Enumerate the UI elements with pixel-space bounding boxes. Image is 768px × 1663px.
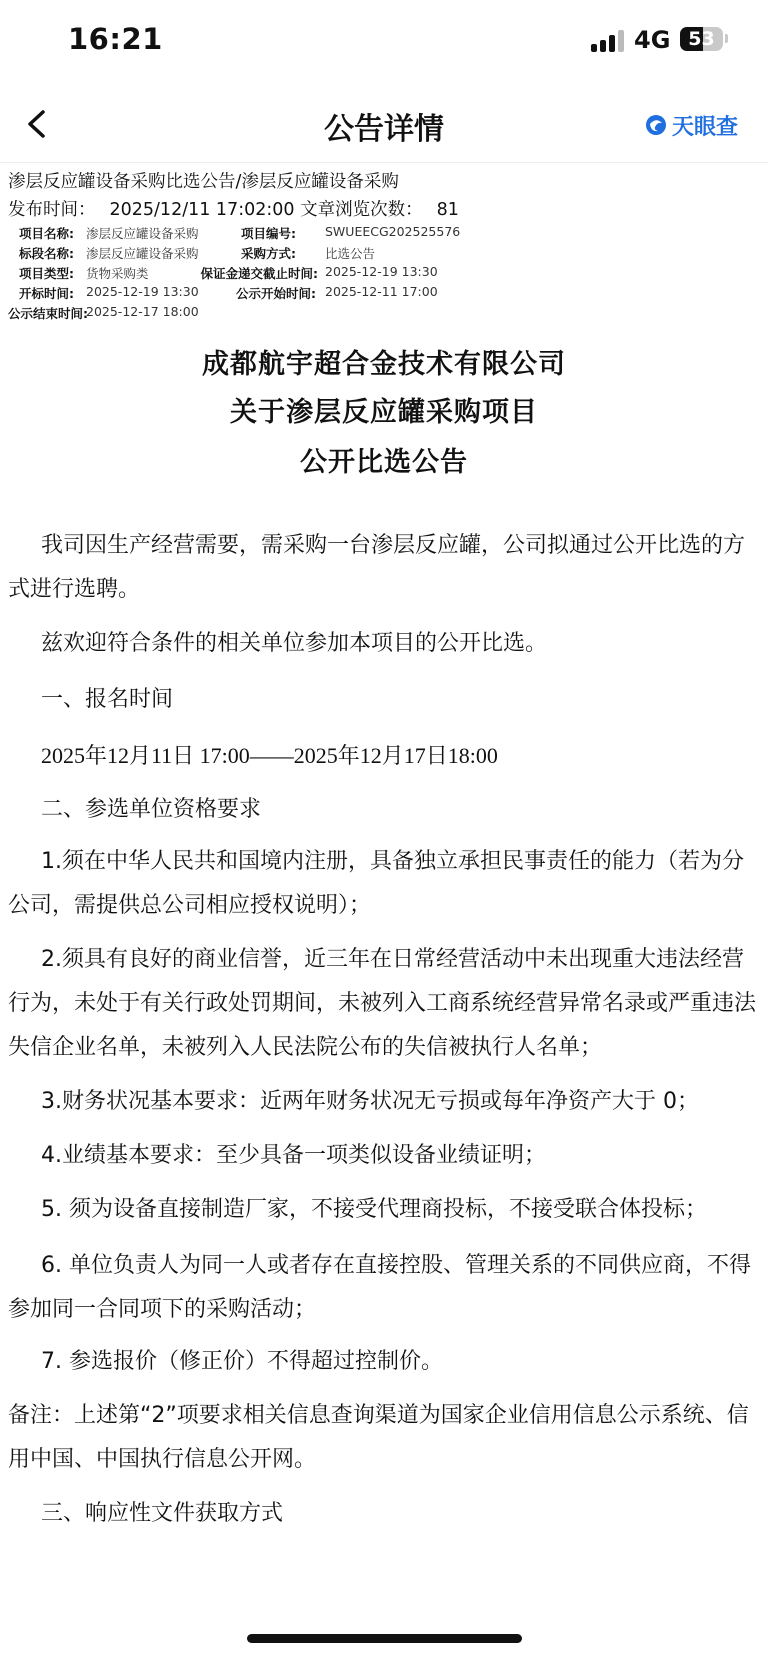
- tianyancha-logo-icon: [644, 113, 668, 137]
- info-value: 货物采购类: [86, 266, 149, 281]
- signal-icon: [591, 30, 625, 52]
- info-label: 公示开始时间:: [236, 286, 316, 301]
- battery-icon: [680, 27, 723, 51]
- requirement-item: 4.业绩基本要求：至少具备一项类似设备业绩证明；: [41, 1143, 546, 1168]
- info-label: 保证金递交截止时间:: [200, 266, 318, 281]
- info-label: 开标时间:: [19, 286, 74, 301]
- brand-name: 天眼查: [672, 114, 739, 140]
- info-label: 项目编号:: [241, 226, 296, 241]
- info-label: 项目名称:: [19, 226, 74, 241]
- info-value: 2025-12-19 13:30: [86, 284, 199, 299]
- info-label: 采购方式:: [241, 246, 296, 261]
- section-heading-qualification: 二、参选单位资格要求: [41, 797, 262, 822]
- views-label: 文章浏览次数：: [300, 200, 423, 220]
- document-heading-project: 关于渗层反应罐采购项目: [230, 397, 538, 428]
- requirement-item: 7. 参选报价（修正价）不得超过控制价。: [41, 1349, 443, 1374]
- requirement-item: 6. 单位负责人为同一人或者存在直接控股、管理关系的不同供应商，不得参加同一合同项下的采购活动；: [8, 1253, 751, 1322]
- info-value: 2025-12-17 18:00: [86, 304, 199, 319]
- info-value: SWUEECG202525576: [325, 224, 461, 239]
- article-meta: [8, 196, 459, 221]
- info-value: 比选公告: [325, 246, 376, 261]
- info-value: 2025-12-11 17:00: [325, 284, 438, 299]
- requirement-item: 2.须具有良好的商业信誉，近三年在日常经营活动中未出现重大违法经营行为，未处于有关行政处罚期间，未被列入工商系统经营异常名录或严重违法失信企业名单，未被列入人民法院公布的失信被执行人名单；: [8, 947, 757, 1060]
- battery-tip: [725, 34, 728, 43]
- paragraph-welcome: 兹欢迎符合条件的相关单位参加本项目的公开比选。: [41, 631, 548, 656]
- nav-bar: [0, 90, 768, 163]
- publish-label: 发布时间：: [8, 200, 96, 220]
- paragraph-intro: 我司因生产经营需要，需采购一台渗层反应罐，公司拟通过公开比选的方式进行选聘。: [8, 533, 746, 602]
- info-value: 2025-12-19 13:30: [325, 264, 438, 279]
- views-count: 81: [436, 200, 459, 220]
- requirement-item: 1.须在中华人民共和国境内注册，具备独立承担民事责任的能力（若为分公司，需提供总公司相应授权说明）；: [8, 849, 744, 918]
- info-label: 公示结束时间:: [8, 306, 88, 321]
- paragraph-note: 备注：上述第“2”项要求相关信息查询渠道为国家企业信用信息公示系统、信用中国、中国执行信息公开网。: [8, 1403, 749, 1472]
- info-value: 渗层反应罐设备采购: [86, 226, 199, 241]
- battery-level: 53: [688, 28, 715, 50]
- brand-logo[interactable]: [644, 110, 738, 140]
- section-heading-registration: 一、报名时间: [41, 687, 174, 712]
- status-bar: [0, 0, 768, 84]
- registration-time: 2025年12月11日 17:00——2025年12月17日18:00: [41, 743, 498, 768]
- page-title: 公告详情: [324, 112, 444, 147]
- status-time: 16:21: [68, 22, 163, 56]
- document-heading-title: 公开比选公告: [300, 447, 468, 478]
- article-title: 渗层反应罐设备采购比选公告/渗层反应罐设备采购: [8, 172, 399, 192]
- publish-time: 2025/12/11 17:02:00: [109, 200, 295, 220]
- info-value: 渗层反应罐设备采购: [86, 246, 199, 261]
- info-label: 项目类型:: [19, 266, 74, 281]
- requirement-item: 3.财务状况基本要求：近两年财务状况无亏损或每年净资产大于 0；: [41, 1089, 699, 1114]
- document-heading-company: 成都航宇超合金技术有限公司: [202, 349, 566, 380]
- requirement-item: 5. 须为设备直接制造厂家，不接受代理商投标，不接受联合体投标；: [41, 1197, 707, 1222]
- network-type: 4G: [634, 26, 671, 54]
- info-label: 标段名称:: [19, 246, 74, 261]
- section-heading-documents: 三、响应性文件获取方式: [41, 1501, 284, 1526]
- home-indicator[interactable]: [247, 1634, 522, 1643]
